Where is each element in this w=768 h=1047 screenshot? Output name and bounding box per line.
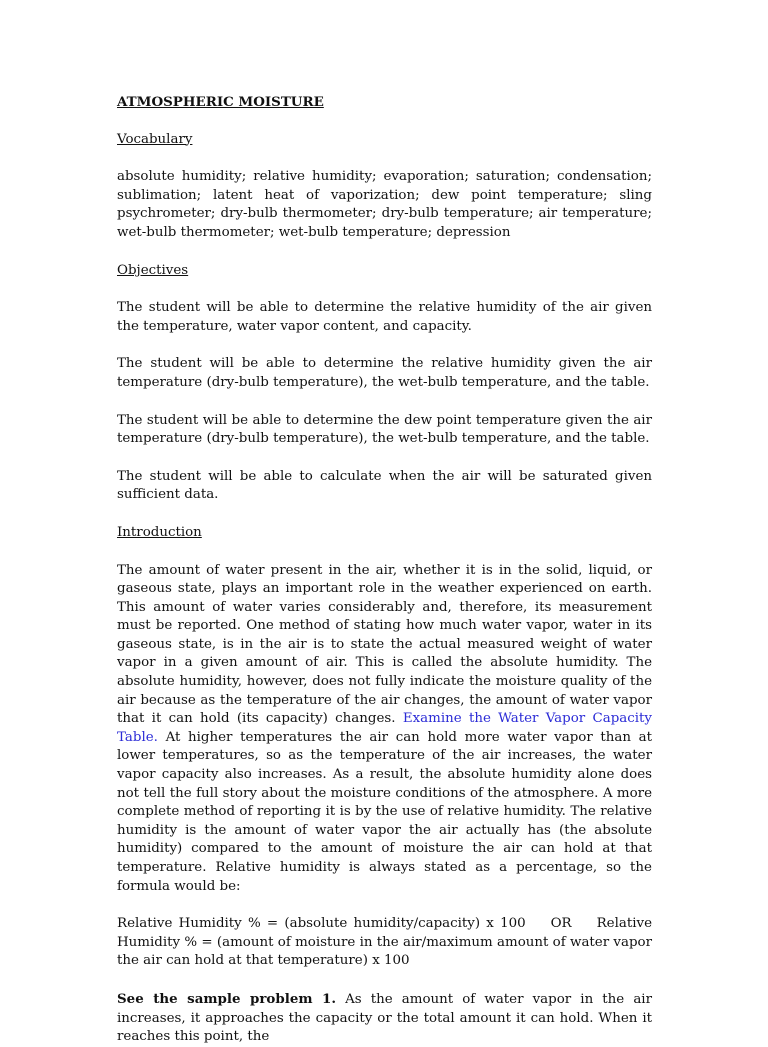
introduction-text-start: The amount of water present in the air, whether it is in the solid, liquid, or gaseous state, plays an important role in the weather experienced on earth. This amount of water varies considerably and, therefore, its measurement must be reported. One method of stating how much water vapor, water in its gaseous state, is in the air is to state the actual measured weight of water vapor in a given amount of air. This is called the absolute humidity. The absolute humidity, however, does not fully indicate the moisture quality of the air because as the temperature of the air changes, the amount of water vapor that it can hold (its capacity) changes. [117,562,652,727]
sample-problem-paragraph [117,990,652,1047]
relative-humidity-formula: Relative Humidity % = (absolute humidity/capacity) x 100 OR Relative Humidity % = (amount of moisture in the air/maximum amount of water vapor the air can hold at that temperature) x 100 [117,916,657,969]
introduction-heading: Introduction [117,524,202,540]
document-title: ATMOSPHERIC MOISTURE [117,94,324,110]
water-vapor-capacity-table-link[interactable]: Examine the Water Vapor Capacity Table. [117,711,652,745]
sample-problem-label: See the sample problem 1. [117,990,336,1007]
objective-item: The student will be able to determine the relative humidity given the air temperature (dry-bulb temperature), the wet-bulb temperature, and the table. [117,356,652,390]
introduction-text-end: At higher temperatures the air can hold more water vapor than at lower temperatures, so as the temperature of the air increases, the water vapor capacity also increases. As a result, the absolute humidity alone does not tell the full story about the moisture conditions of the atmosphere. A more complete method of reporting it is by the use of relative humidity. The relative humidity is the amount of water vapor the air actually has (the absolute humidity) compared to the amount of moisture the air can hold at that temperature. Relative humidity is always stated as a percentage, so the formula would be: [117,729,652,894]
vocabulary-heading: Vocabulary [117,131,193,147]
objective-item: The student will be able to determine the relative humidity of the air given the temperature, water vapor content, and capacity. [117,300,652,334]
objective-item: The student will be able to determine the dew point temperature given the air temperature (dry-bulb temperature), the wet-bulb temperature, and the table. [117,412,652,447]
objective-item: The student will be able to calculate when the air will be saturated given sufficient data. [117,468,652,503]
objectives-heading: Objectives [117,262,189,278]
introduction-paragraph [117,562,652,897]
vocabulary-list: absolute humidity; relative humidity; evaporation; saturation; condensation; sublimation; latent heat of vaporization; dew point temperature; sling psychrometer; dry-bulb thermometer; dry-bulb temperature; air temperature; wet-bulb thermometer; wet-bulb temperature; depression [117,169,652,240]
sample-problem-text: As the amount of water vapor in the air increases, it approaches the capacity or the total amount it can hold. When it reaches this point, the [117,991,652,1045]
